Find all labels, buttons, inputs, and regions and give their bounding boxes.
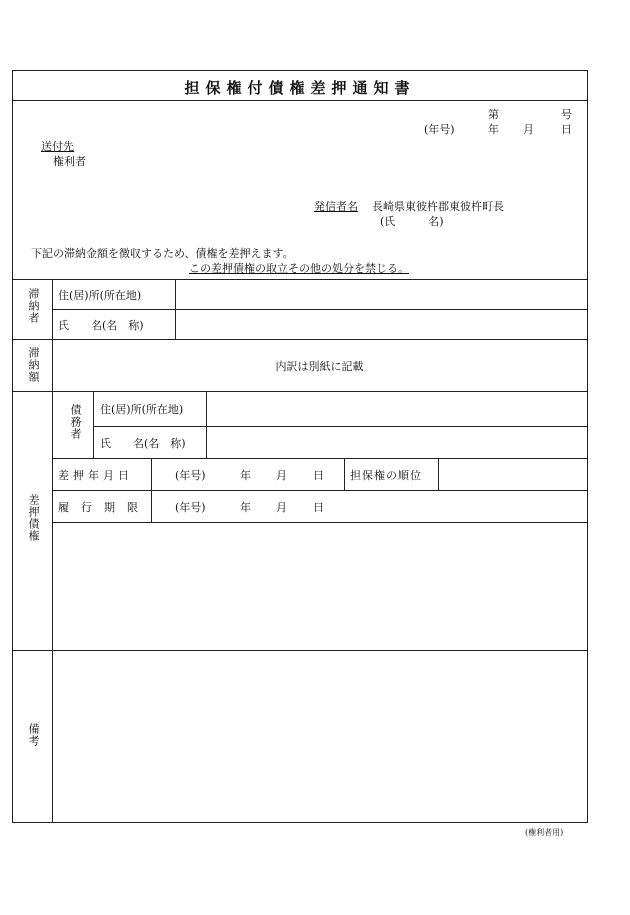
seizure-date-day: 日 (313, 469, 324, 482)
delinquent-address-label: 住(居)所(所在地) (58, 289, 142, 302)
date-month: 月 (523, 123, 534, 136)
due-era: (年号) (175, 501, 206, 514)
debtor-name-label: 氏 名(名 称) (100, 437, 186, 450)
recipient-label: 送付先 (41, 140, 74, 153)
delinquent-label: 滞納者 (27, 288, 40, 324)
due-year: 年 (240, 501, 251, 514)
debtor-address-label: 住(居)所(所在地) (100, 403, 184, 416)
sender-name: 長崎県東彼杵郡東彼杵町長 (372, 200, 504, 213)
seizure-date-month: 月 (276, 469, 287, 482)
amount-value: 内訳は別紙に記載 (275, 360, 364, 373)
prohibition-text: この差押債権の取立その他の処分を禁じる。 (189, 262, 409, 275)
due-month: 月 (276, 501, 287, 514)
sender-label: 発信者名 (314, 200, 358, 213)
seizure-date-era: (年号) (175, 469, 206, 482)
document-title: 担保権付債権差押通知書 (184, 79, 416, 97)
date-day: 日 (561, 123, 572, 136)
delinquent-name-label: 氏 名(名 称) (58, 319, 144, 332)
debtor-label: 債務者 (69, 404, 82, 440)
recipient-role: 権利者 (53, 155, 86, 168)
seized-label: 差押債権 (27, 494, 40, 542)
notice-text: 下記の滞納金額を徴収するため、債権を差押えます。 (31, 247, 294, 260)
number-prefix: 第 (488, 108, 499, 121)
seizure-date-year: 年 (240, 469, 251, 482)
sender-person: (氏 名) (380, 215, 444, 228)
amount-label: 滞納額 (27, 347, 40, 383)
seizure-date-label: 差押年月日 (58, 469, 133, 482)
priority-label: 担保権の順位 (350, 469, 422, 482)
date-year: 年 (488, 123, 499, 136)
due-day: 日 (313, 501, 324, 514)
remarks-label: 備考 (27, 723, 40, 747)
number-suffix: 号 (561, 108, 572, 121)
date-era: (年号) (424, 123, 455, 136)
due-label: 履行期限 (58, 501, 150, 514)
copy-label: (権利者用) (525, 828, 564, 837)
